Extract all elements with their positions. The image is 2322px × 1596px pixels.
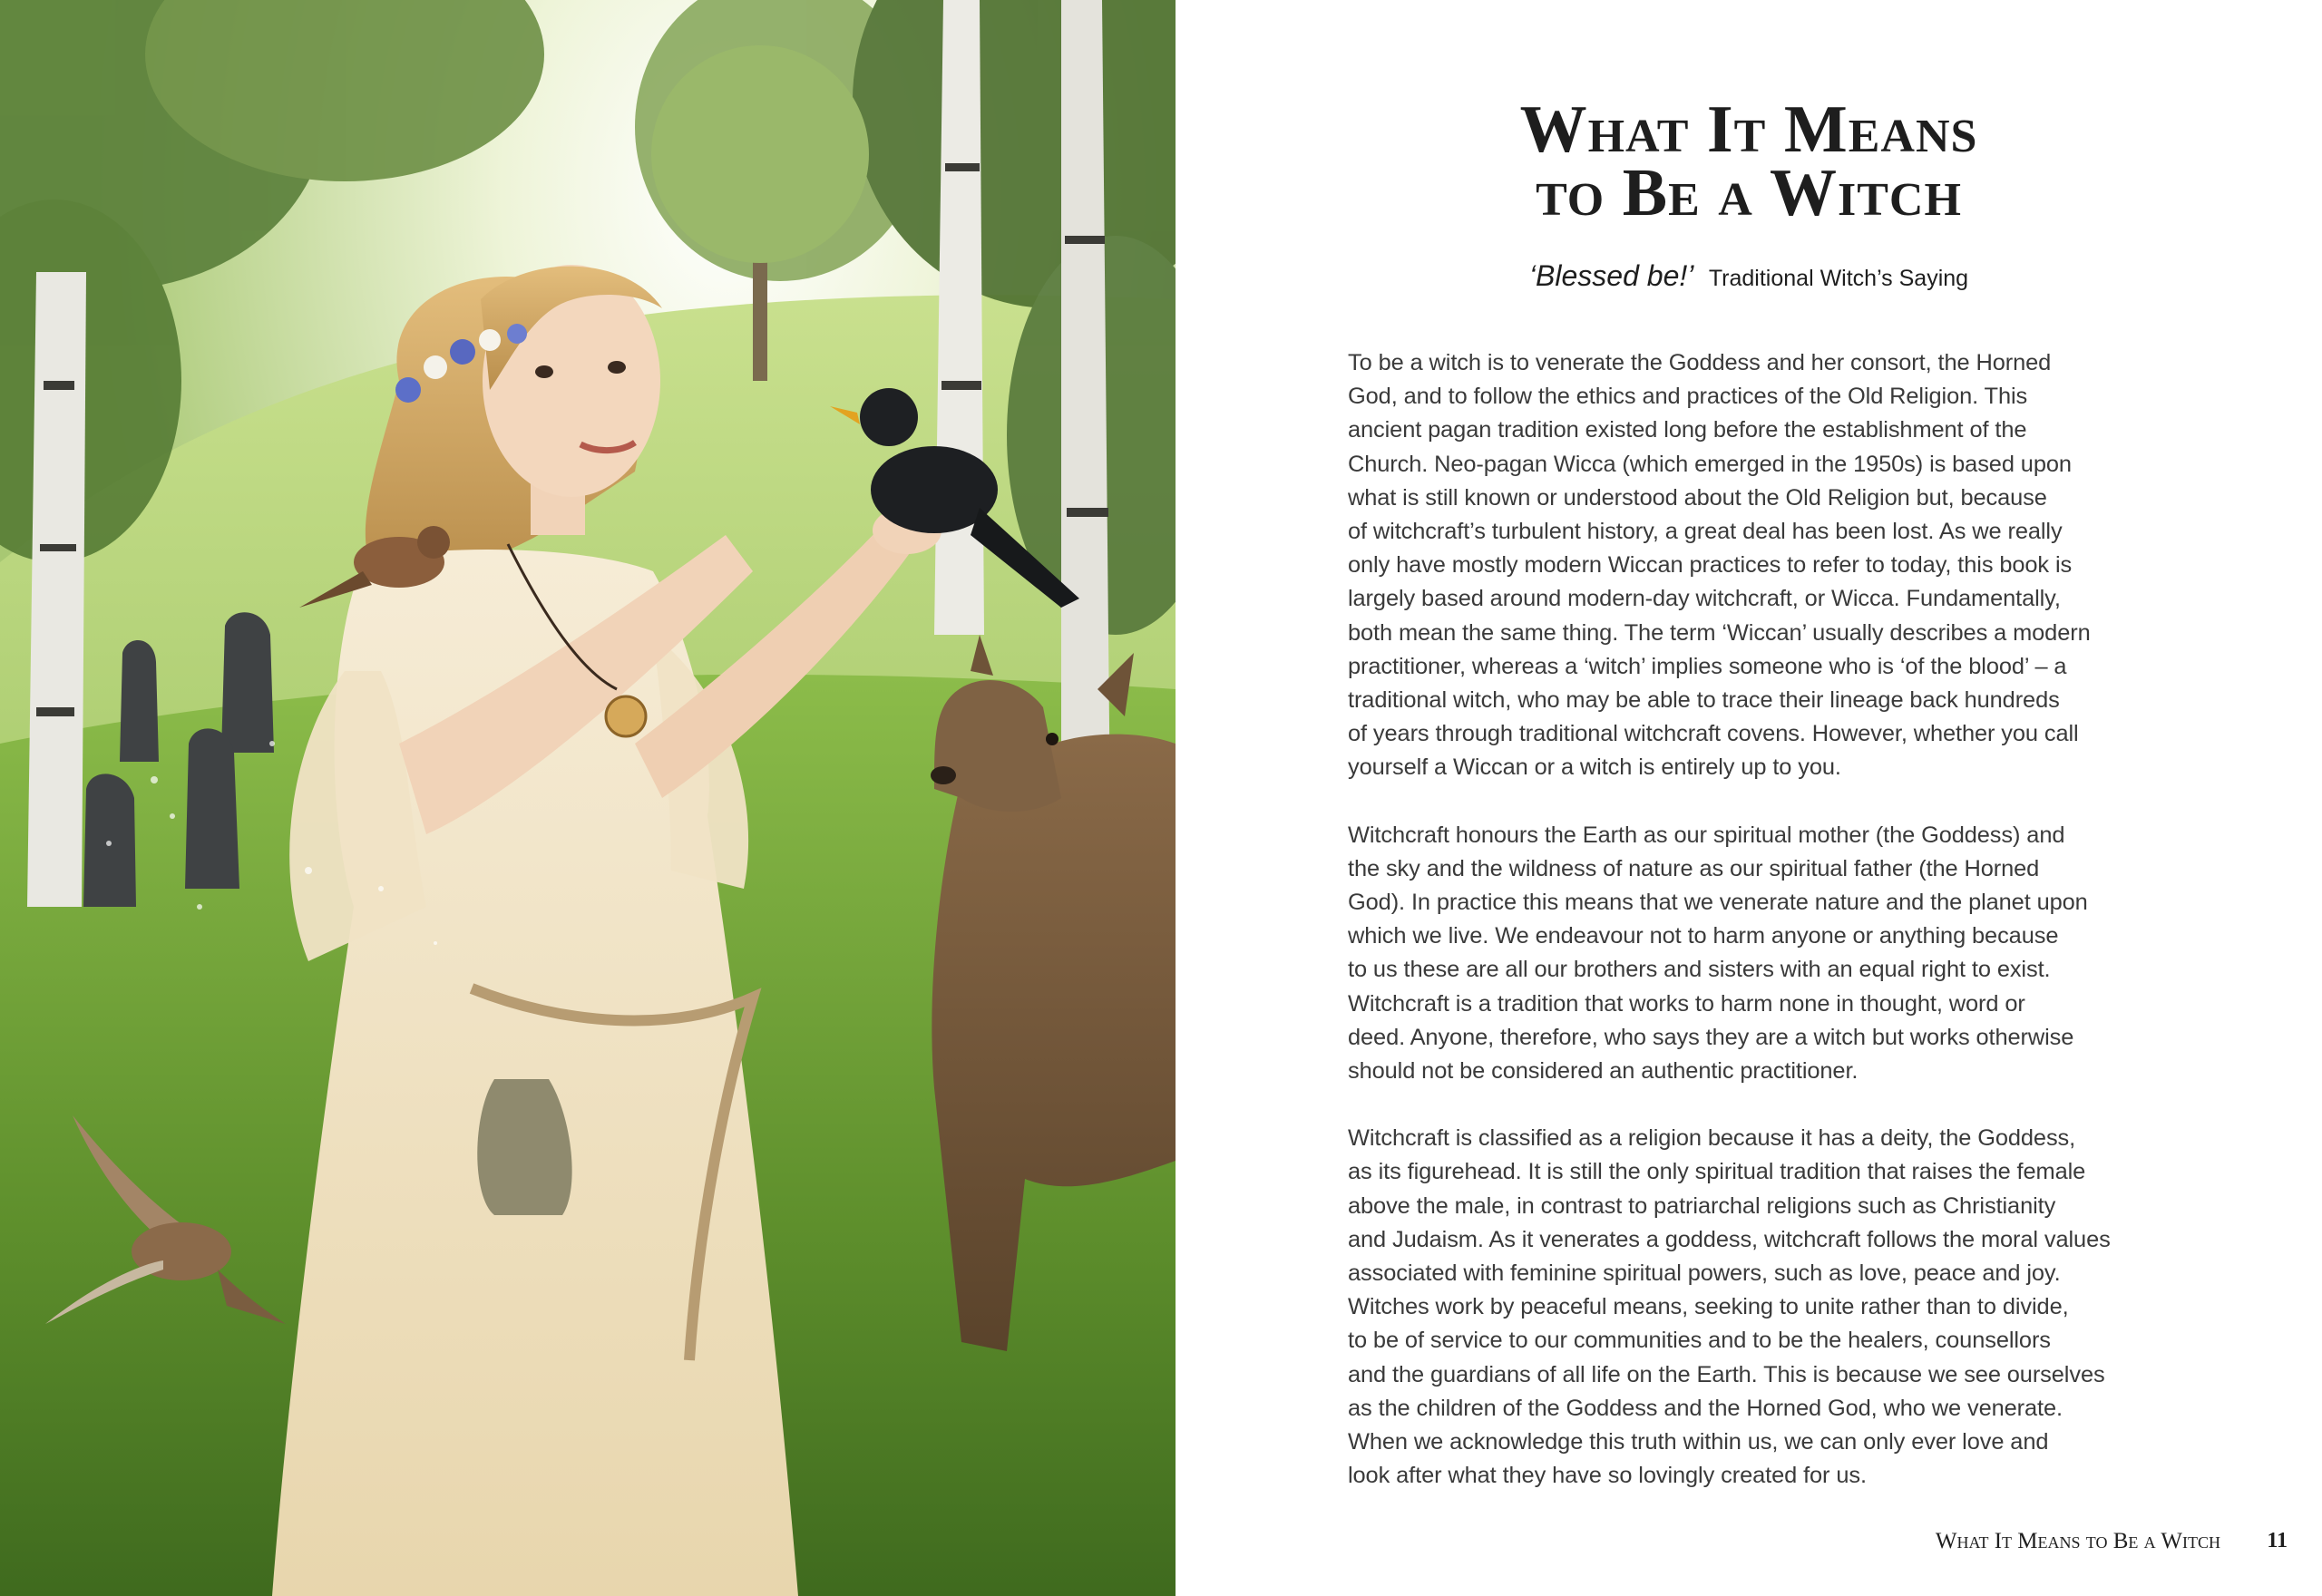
text-line: Witches work by peaceful means, seeking to unite rather than to divide, [1348, 1294, 2069, 1320]
text-line: God). In practice this means that we venerate nature and the planet upon [1348, 890, 2088, 916]
text-line: the sky and the wildness of nature as our spiritual father (the Horned [1348, 855, 2040, 881]
text-page [1176, 0, 2322, 1596]
text-line: only have mostly modern Wiccan practices to refer to today, this book is [1348, 552, 2073, 579]
text-line: ancient pagan tradition existed long before the establishment of the [1348, 417, 2027, 443]
epigraph [1176, 259, 2322, 293]
epigraph-quote: ‘Blessed be!’ [1528, 259, 1694, 292]
paragraph-2 [1348, 819, 2173, 1089]
text-line: as the children of the Goddess and the Horned God, who we venerate. [1348, 1395, 2063, 1421]
chapter-title-line-1: What It Means [1519, 92, 1978, 167]
text-line: and the guardians of all life on the Earth. This is because we see ourselves [1348, 1361, 2105, 1387]
page-number: 11 [2267, 1529, 2288, 1552]
chapter-title-line-2: to Be a Witch [1536, 156, 1962, 230]
paragraph-3 [1348, 1122, 2173, 1493]
text-line: as its figurehead. It is still the only spiritual tradition that raises the female [1348, 1159, 2086, 1185]
text-line: God, and to follow the ethics and practices of the Old Religion. This [1348, 384, 2028, 410]
text-line: and Judaism. As it venerates a goddess, witchcraft follows the moral values [1348, 1226, 2111, 1252]
text-line: yourself a Wiccan or a witch is entirely up to you. [1348, 754, 1841, 781]
text-line: Witchcraft is a tradition that works to harm none in thought, word or [1348, 990, 2025, 1017]
text-line: largely based around modern-day witchcraft, or Wicca. Fundamentally, [1348, 586, 2061, 612]
text-line: to us these are all our brothers and sisters with an equal right to exist. [1348, 957, 2051, 983]
text-line: deed. Anyone, therefore, who says they are a witch but works otherwise [1348, 1024, 2074, 1050]
epigraph-source: Traditional Witch’s Saying [1708, 266, 1969, 291]
text-line: traditional witch, who may be able to trace their lineage back hundreds [1348, 687, 2060, 714]
text-line: both mean the same thing. The term ‘Wiccan’ usually describes a modern [1348, 619, 2091, 646]
text-line: associated with feminine spiritual powers, such as love, peace and joy. [1348, 1260, 2061, 1287]
text-line: should not be considered an authentic practitioner. [1348, 1058, 1859, 1085]
text-line: practitioner, whereas a ‘witch’ implies someone who is ‘of the blood’ – a [1348, 653, 2067, 679]
chapter-title [1176, 92, 2322, 230]
text-line: look after what they have so lovingly created for us. [1348, 1463, 1867, 1489]
paragraph-1 [1348, 346, 2173, 785]
text-line: Witchcraft is classified as a religion because it has a deity, the Goddess, [1348, 1125, 2076, 1152]
text-line: which we live. We endeavour not to harm anyone or anything because [1348, 923, 2059, 949]
text-line: Witchcraft honours the Earth as our spiritual mother (the Goddess) and [1348, 822, 2065, 848]
text-line: above the male, in contrast to patriarchal religions such as Christianity [1348, 1192, 2056, 1219]
text-line: of years through traditional witchcraft covens. However, whether you call [1348, 721, 2079, 747]
text-line: When we acknowledge this truth within us, we can only ever love and [1348, 1429, 2049, 1455]
text-line: to be of service to our communities and to be the healers, counsellors [1348, 1328, 2051, 1354]
running-title: What It Means to Be a Witch [1935, 1529, 2220, 1553]
running-footer [1176, 1529, 2322, 1560]
text-line: To be a witch is to venerate the Goddess and her consort, the Horned [1348, 350, 2052, 375]
body-text [1348, 346, 2173, 1527]
text-line: of witchcraft’s turbulent history, a great deal has been lost. As we really [1348, 519, 2063, 545]
text-line: Church. Neo-pagan Wicca (which emerged in the 1950s) is based upon [1348, 451, 2072, 477]
text-line: what is still known or understood about the Old Religion but, because [1348, 484, 2047, 511]
